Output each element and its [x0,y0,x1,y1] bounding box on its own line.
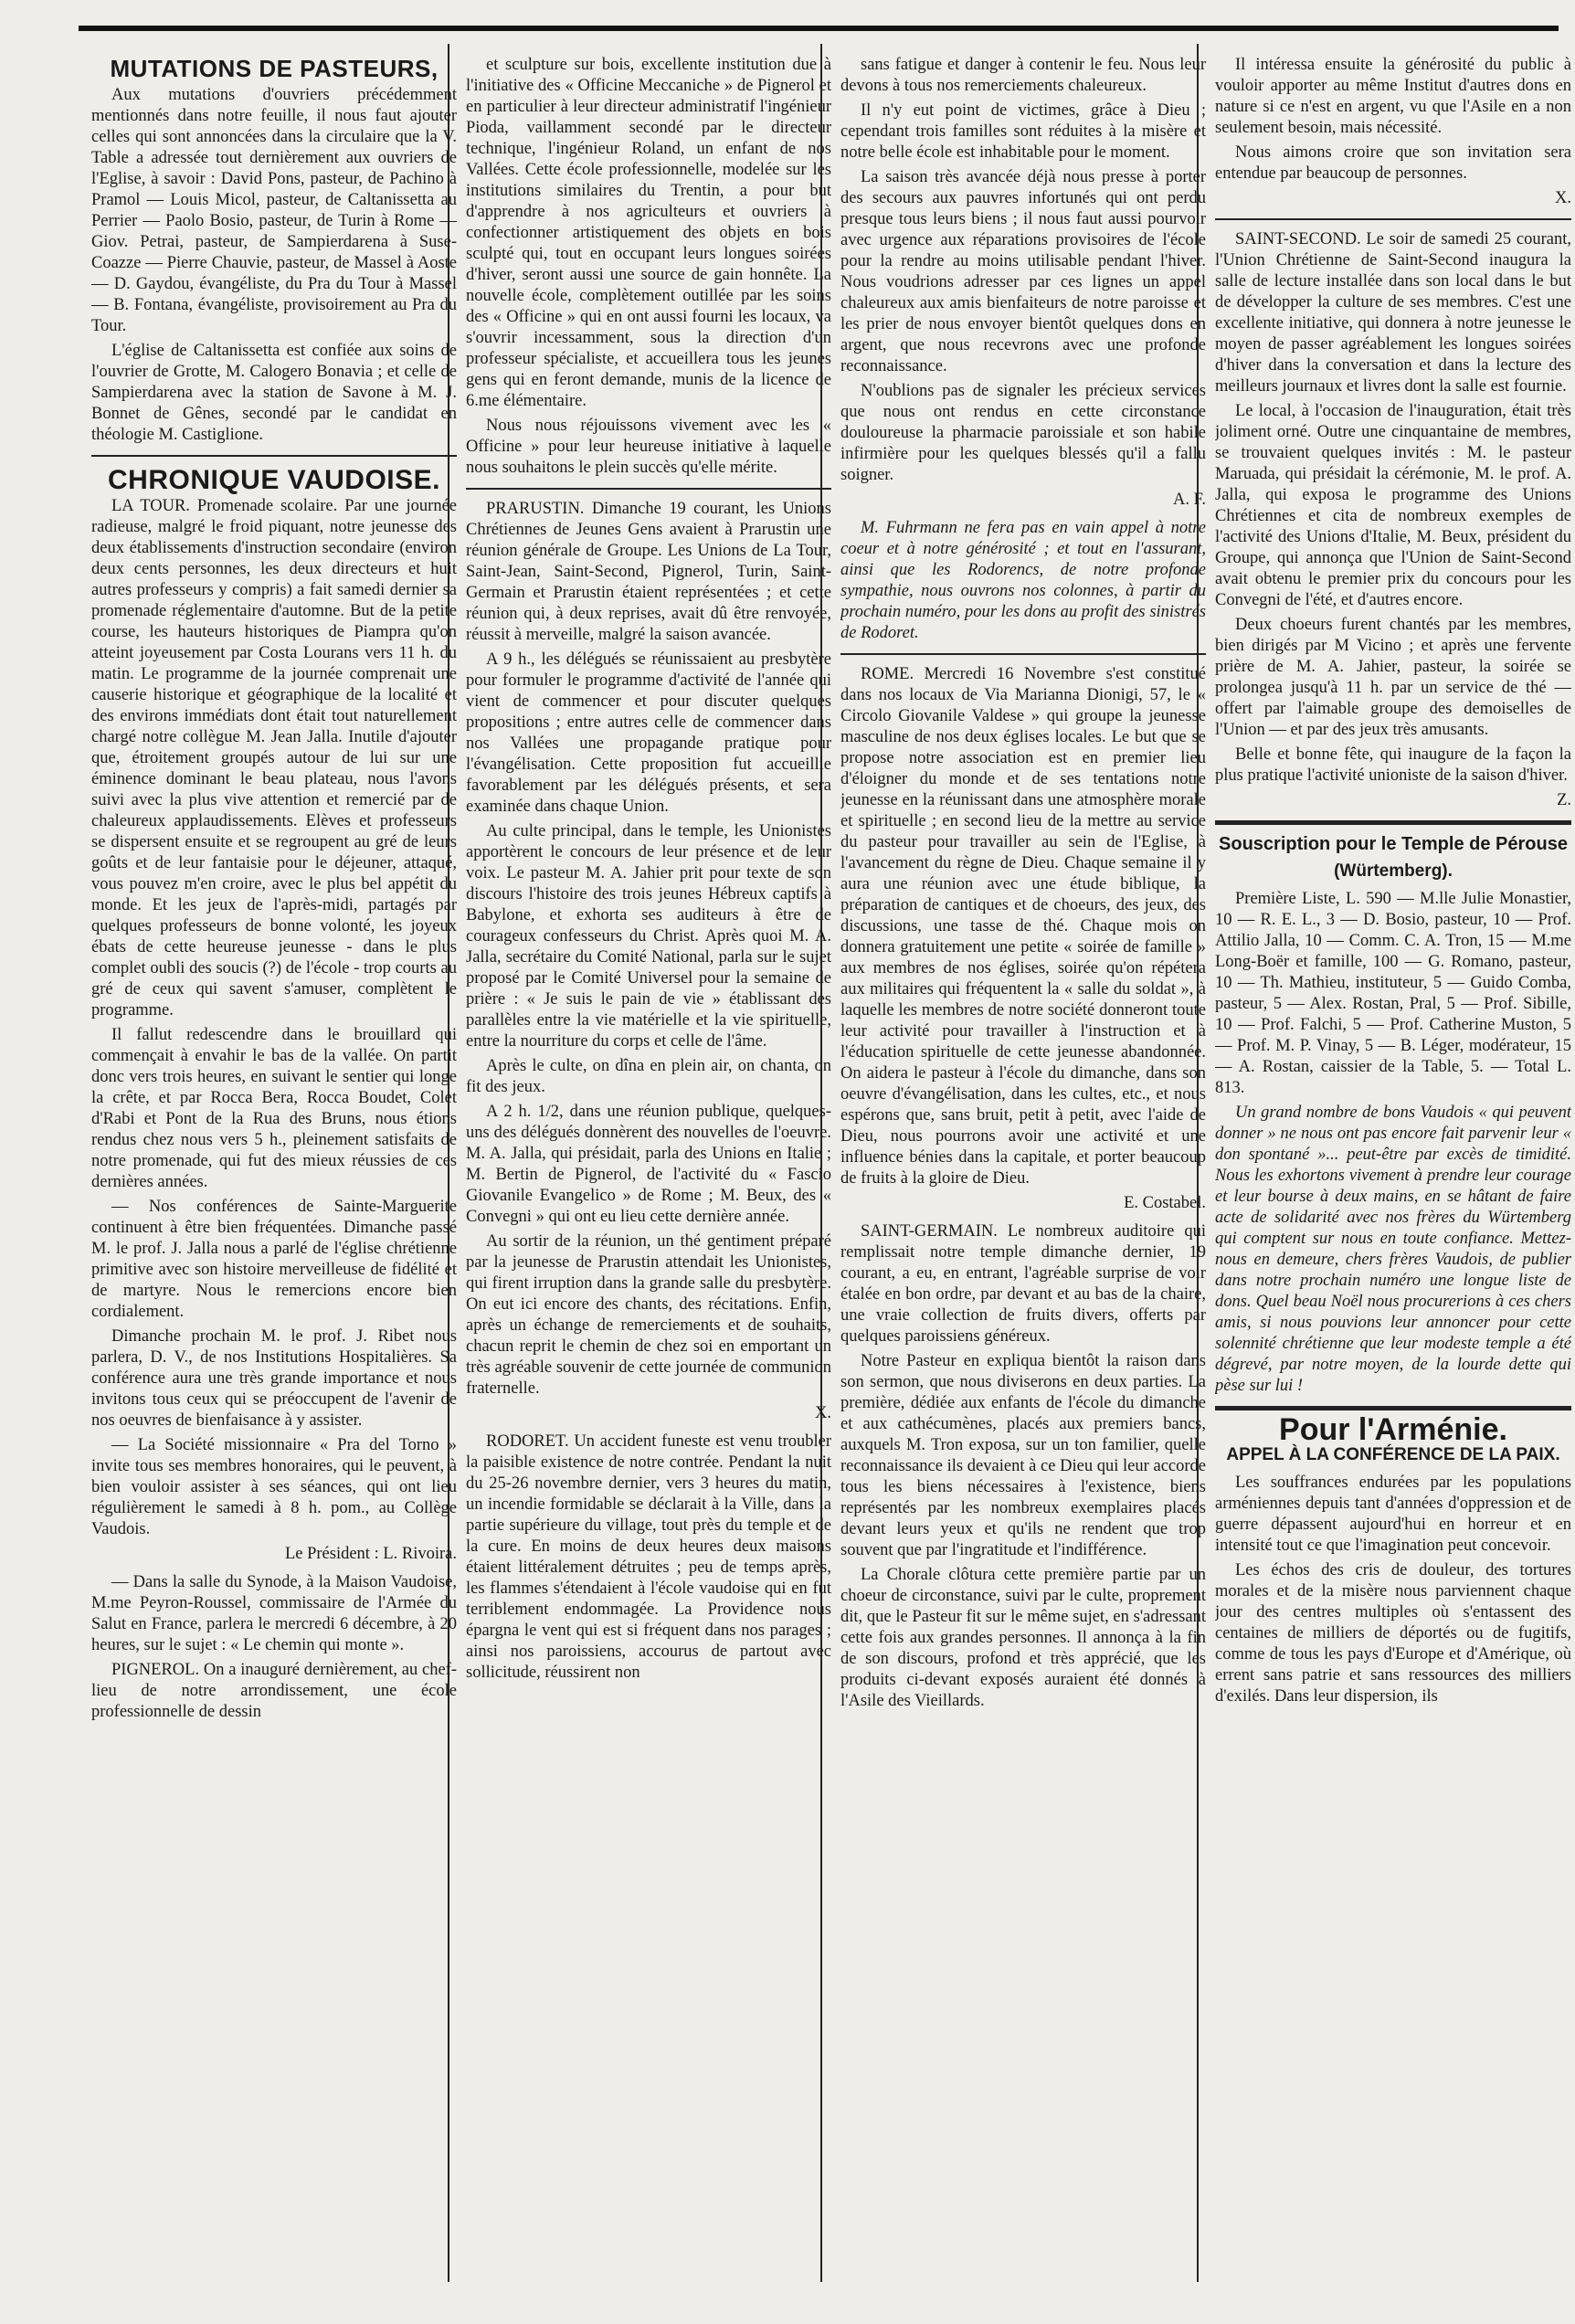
signature: Z. [1557,791,1571,809]
armenie-title: Pour l'Arménie. [1279,1412,1507,1447]
article-paragraph: La saison très avancée déjà nous presse à porter des secours aux pauvres infortunés qui ont perdu presque tous leurs biens ; il nous faut aussi pourvoir avec urgence aux réparations provisoires de l'école pour la rendre au moins utilisable pendant l'hiver. Nous voudrions adresser par ces lignes un appel chaleureux aux amis bienfaiteurs de notre paroisse et les prier de nous envoyer bientôt quelques dons en argent, que nous recevrons avec une profonde reconnaissance. [840,168,1206,375]
article-paragraph: — Nos conférences de Sainte-Marguerite continuent à être bien fréquentées. Dimanche passé M. le prof. J. Jalla nous a parlé de l'église chrétienne primitive avec son histoire merveilleuse de fidélité et de martyre. Nous le remercions encore bien cordialement. [91,1198,457,1321]
section-divider [840,653,1206,655]
article-paragraph: Dimanche prochain M. le prof. J. Ribet nous parlera, D. V., de nos Institutions Hospitalières. Sa conférence aura une très grande importance et nous invitons tous ceux qui se préoccupent de l'avenir de nos oeuvres de bienfaisance à y assister. [91,1327,457,1430]
article-paragraph: Nous nous réjouissons vivement avec les « Officine » pour leur heureuse initiative à laquelle nous souhaitons le plein succès qu'elle mérite. [466,417,831,477]
article-paragraph: — Dans la salle du Synode, à la Maison Vaudoise, M.me Peyron-Roussel, commissaire de l'Armée du Salut en France, parlera le mercredi 6 décembre, à 20 heures, sur le sujet : « Le chemin qui monte ». [91,1573,457,1654]
article-paragraph: Nous aimons croire que son invitation sera entendue par beaucoup de personnes. [1215,143,1571,183]
section-divider [466,488,831,490]
signature: X. [815,1404,831,1422]
chronique-title: CHRONIQUE VAUDOISE. [108,465,440,495]
article-paragraph: et sculpture sur bois, excellente institution due à l'initiative des « Officine Meccaniche » de Pignerol et en particulier à leur directeur administratif l'ingénieur Pioda, vaillamment secondé par le directeur technique, l'ingénieur Roland, un enfant de nos Vallées. Cette école professionnelle, modelée sur les institutions similaires du Trentin, a pour but d'apprendre à nos agriculteurs et ouvriers à confectionner artistiquement des objets en bois sculpté qui, tout en occupant leurs longues soirées d'hiver, seront aussi une source de gain honnête. La nouvelle école, complètement outillée par les soins des « Officine » qui en ont aussi fourni les locaux, va s'ouvrir incessamment, sous la direction d'un professeur spécialiste, et accueillera tous les jeunes gens qui en feront demande, munis de la licence de 6.me élémentaire. [466,56,831,410]
section-divider [1215,218,1571,220]
article-paragraph: LA TOUR. Promenade scolaire. Par une journée radieuse, malgré le froid piquant, notre jeunesse des deux établissements d'instruction secondaire (environ deux cents personnes, les deux directeurs et huit autres professeurs y compris) a fait samedi dernier sa promenade réglementaire d'automne. But de la petite course, les hauteurs historiques de Piampra qu'on atteint joyeusement par Costa Lourans vers 11 h. du matin. Le programme de la journée comprenait une causerie historique et géographique de la localité et des environs immédiats dont était tout naturellement chargé notre collègue M. Jean Jalla. Inutile d'ajouter que, étroitement groupés autour de lui sur une éminence dominant le beau plateau, nous l'avons suivi avec la plus vive attention et remercié par de chaleureux applaudissements. Elèves et professeurs se dispersent ensuite et se regroupent au gré de leurs goûts et de leur fantaisie pour le déjeuner, attaqué, vous pouvez m'en croire, avec le plus bel appétit du monde. Et les jeux de l'après-midi, partagés par quelques professeurs de bonne volonté, les joyeux ébats de cette heureuse jeunesse - dans le plus complet oubli des soucis (?) de l'école - trop courts au gré de ceux qui savent s'amuser, complètent le programme. [91,497,457,1019]
article-paragraph: Le local, à l'occasion de l'inauguration, était très joliment orné. Outre une cinquantaine de membres, se trouvaient quelques invités : M. le pasteur Maruada, qui présidait la cérémonie, M. le prof. A. Jalla, qui exposa le programme des Unions Chrétiennes et cita de nombreux exemples de l'activité des Unions d'Italie, M. Beux, président du Groupe, qui annonça que l'Union de Saint-Second avait obtenu le premier prix du concours pour les Convegni de l'été, et d'autres encore. [1215,402,1571,609]
column-2 [466,55,831,2284]
souscription-title: Souscription pour le Temple de Pérouse [1219,834,1568,854]
article-paragraph: A 9 h., les délégués se réunissaient au presbytère pour formuler le programme d'activité de l'année qui vient de commencer et pour discuter quelques propositions ; entre autres celle de commencer dans nos Vallées une propagande pratique pour l'évangélisation. Cette proposition fut accueillie favorablement par les délégués présents, et sera examinée dans chaque Union. [466,650,831,816]
donation-list: Première Liste, L. 590 — M.lle Julie Monastier, 10 — R. E. L., 3 — D. Bosio, pasteur, 10 — Prof. Attilio Jalla, 10 — Comm. C. A. Tron, 15 — M.me Long-Boër et famille, 100 — G. Romano, pasteur, 10 — Th. Mathieu, instituteur, 5 — Guido Comba, pasteur, 5 — Alex. Rostan, Pral, 5 — Prof. Sibille, 10 — Prof. Falchi, 5 — Prof. Catherine Muston, 5 — Prof. M. P. Vinay, 5 — B. Léger, modérateur, 15 — A. Rostan, caissier de la Table, 5. — Total L. 813. [1215,890,1571,1097]
article-paragraph: Deux choeurs furent chantés par les membres, bien dirigés par M Vicino ; et après une fervente prière de M. A. Jahier, pasteur, la soirée se prolongea jusqu'à 11 h. par un service de thé — offert par l'aimable groupe des demoiselles de l'Union — et par des jeux très amusants. [1215,616,1571,739]
article-paragraph: ROME. Mercredi 16 Novembre s'est constitué dans nos locaux de Via Marianna Dionigi, 57, le « Circolo Giovanile Valdese » qui groupe la jeunesse masculine de nos deux églises locales. Le but que se propose notre association est en premier lieu d'éloigner du monde et de ses tentations notre jeunesse en la réunissant dans une atmosphère morale et spirituelle ; en second lieu de la mettre au service du pasteur pour travailler au sein de l'Eglise, à l'avancement du règne de Dieu. Chaque semaine il y aura une réunion avec une étude biblique, la préparation de cantiques et de choeurs, des jeux, des discussions, une tasse de thé. Chaque mois on donnera gratuitement une petite « soirée de famille » aux membres de nos églises, soirée qu'on répétera aux militaires qui fréquentent la « salle du soldat », à laquelle les membres de notre société donneront toute leur activité pour travailler à l'instruction et à l'éducation spirituelle de cette jeunesse abandonnée. On aidera le pasteur à l'école du dimanche, dans son oeuvre d'évangélisation, dans les cultes, etc., et nous espérons que, sans bruit, petit à petit, avec l'aide de Dieu, nous pourrons avoir une activité et une influence bénies dans la capitale, et porter beaucoup de fruits à la gloire de Dieu. [840,665,1206,1188]
column-1 [91,55,457,2284]
mutations-title: MUTATIONS DE PASTEURS, [110,55,439,82]
article-paragraph: Il fallut redescendre dans le brouillard qui commençait à envahir le bas de la vallée. On partit donc vers trois heures, en suivant le sentier qui longe la crête, et par Rocca Bera, Rocca Boudet, Colet d'Rabi et Pont de la Rua des Bruns, nous étions rendus chez nous vers 5 h., pleinement satisfaits de notre promenade, qui fut des mieux réussies de ces dernières années. [91,1026,457,1191]
article-paragraph: SAINT-SECOND. Le soir de samedi 25 courant, l'Union Chrétienne de Saint-Second inaugura la salle de lecture installée dans son local dans le but de développer la culture de ses membres. C'est une excellente initiative, qui donnera à notre jeunesse le moyen de passer agréablement les longues soirées d'hiver dans la conversation et dans la lecture des meilleurs journaux et livres dont la salle est fournie. [1215,230,1571,396]
article-paragraph: Aux mutations d'ouvriers précédemment mentionnés dans notre feuille, il nous faut ajouter celles qui sont annoncées dans la circulaire que la V. Table a adressée tout dernièrement aux ouvriers de l'Eglise, à savoir : David Pons, pasteur, de Pachino à Pramol — Louis Micol, pasteur, de Caltanissetta au Perrier — Paolo Bosio, pasteur, de Turin à Rome — Giov. Petrai, pasteur, de Sampierdarena à Suse-Coazze — Pierre Chauvie, pasteur, de Massel à Aoste — D. Gaydou, évangéliste, du Pra du Tour à Massel — B. Fontana, évangéliste, provisoirement au Pra du Tour. [91,86,457,335]
section-divider [1215,1406,1571,1410]
article-paragraph: Il intéressa ensuite la générosité du public à vouloir apporter au même Institut d'autres dons en nature si ce n'est en argent, vu que l'Asile en a non seulement besoin, mais nécessité. [1215,56,1571,137]
top-rule [79,26,1559,31]
section-divider [1215,820,1571,825]
article-paragraph: — La Société missionnaire « Pra del Torno » invite tous ses membres honoraires, qui le peuvent, à bien vouloir assister à ses séances, qui ont lieu régulièrement le samedi à 8 h. pom., au Collège Vaudois. [91,1436,457,1538]
article-paragraph: Il n'y eut point de victimes, grâce à Dieu ; cependant trois familles sont réduites à la misère et notre belle école est inhabitable pour le moment. [840,101,1206,162]
article-paragraph: L'église de Caltanissetta est confiée aux soins de l'ouvrier de Grotte, M. Calogero Bonavia ; et celle de Sampierdarena avec la station de Savone à M. J. Bonnet de Gênes, secondé par le candidat en théologie M. Castiglione. [91,342,457,444]
article-paragraph: Un grand nombre de bons Vaudois « qui peuvent donner » ne nous ont pas encore fait parvenir leur « don spontané »... peut-être par excès de timidité. Nous les exhortons vivement à prendre leur courage et leur bourse à deux mains, en se hâtant de faire acte de solidarité avec nos frères du Würtemberg qui comptent sur nous en toute confiance. Mettez-nous en demeure, chers frères Vaudois, de publier dans notre prochain numéro une longue liste de dons. Quel beau Noël nous procurerions à ces chers amis, si nous pouvions leur annoncer pour cette solennité chrétienne que leur modeste temple a été dégrevé, par notre moyen, de la lourde dette qui pèse sur lui ! [1215,1104,1571,1395]
souscription-subtitle: (Würtemberg). [1334,861,1453,881]
signature: A. F. [1172,491,1206,509]
article-paragraph: Au sortir de la réunion, un thé gentiment préparé par la jeunesse de Prarustin attendait les Unionistes, qui firent irruption dans la grande salle du presbytère. On eut ici encore des chants, des récitations. Enfin, après un échange de remerciements et de souhaits, chacun reprit le chemin de chez soi en emportant un très agréable souvenir de cette journée de communion fraternelle. [466,1232,831,1398]
column-3 [840,55,1206,2284]
article-paragraph: La Chorale clôtura cette première partie par un choeur de circonstance, suivi par le culte, proprement dit, que le Pasteur fit sur le même sujet, en s'adressant cette fois aux grandes personnes. Il annonça à la fin de son discours, profond et très apprécié, que les produits ci-devant exposés auraient été donnés à l'Asile des Vieillards. [840,1566,1206,1710]
article-paragraph: A 2 h. 1/2, dans une réunion publique, quelques-uns des délégués donnèrent des nouvelles de l'oeuvre. M. A. Jalla, qui présidait, parla des Unions en Italie ; M. Bertin de Pignerol, de l'activité du « Fascio Giovanile Evangelico » de Rome ; M. Beux, des « Convegni » qui ont eu lieu cette dernière année. [466,1103,831,1226]
article-paragraph: sans fatigue et danger à contenir le feu. Nous leur devons à tous nos remerciements chaleureux. [840,56,1206,95]
article-paragraph: PIGNEROL. On a inauguré dernièrement, au chef-lieu de notre arrondissement, une école professionnelle de dessin [91,1661,457,1721]
armenie-subtitle: APPEL À LA CONFÉRENCE DE LA PAIX. [1226,1445,1560,1464]
article-paragraph: Au culte principal, dans le temple, les Unionistes apportèrent le concours de leur présence et de leur voix. Le pasteur M. A. Jahier prit pour texte de son discours l'histoire des trois jeunes Hébreux captifs à Babylone, et exhorta ses auditeurs à être de courageux confesseurs du Christ. Après quoi M. A. Jalla, secrétaire du Comité National, parla sur le sujet proposé par le Comité Universel pour la semaine de prière : « Je suis le pain de vie » établissant des parallèles entre la vie matérielle et la vie spirituelle, entre la nourriture du corps et celle de l'âme. [466,822,831,1051]
article-paragraph: RODORET. Un accident funeste est venu troubler la paisible existence de notre contrée. Pendant la nuit du 25-26 novembre dernier, vers 3 heures du matin, un incendie formidable se déclarait à la Ville, dans la partie supérieure du village, tout près du temple et de la cure. En moins de deux heures deux maisons étaient littéralement détruites ; peu de temps après, les flammes s'étendaient à l'école vaudoise qui en fut terriblement endommagée. La Providence nous épargna le vent qui est si fréquent dans nos parages ; ainsi nos paroissiens, accourus de partout avec sollicitude, réussirent non [466,1432,831,1682]
article-paragraph: Belle et bonne fête, qui inaugure de la façon la plus pratique l'activité unioniste de la saison d'hiver. [1215,745,1571,785]
signature: Le Président : L. Rivoira. [284,1545,457,1563]
article-paragraph: N'oublions pas de signaler les précieux services que nous ont rendus en cette circonstance douloureuse la pharmacie paroissiale et son habile infirmière pour les quelques blessés qu'il a fallu soigner. [840,382,1206,484]
article-paragraph: PRARUSTIN. Dimanche 19 courant, les Unions Chrétiennes de Jeunes Gens avaient à Prarustin une réunion générale de Groupe. Les Unions de La Tour, Saint-Jean, Saint-Second, Pignerol, Turin, Saint-Germain et Prarustin étaient représentées ; et cette réunion qui, à deux reprises, avait dû être renvoyée, réussit à merveille, malgré la saison avancée. [466,500,831,644]
article-paragraph: Les échos des cris de douleur, des tortures morales et de la misère nous parviennent chaque jour des centres multiples où s'entassent des centaines de milliers de déportés ou de fugitifs, comme de tous les pays d'Europe et d'Amérique, où errent sans patrie et sans ressources des milliers d'exilés. Dans leur dispersion, ils [1215,1561,1571,1706]
column-4 [1215,55,1571,2284]
article-paragraph: Après le culte, on dîna en plein air, on chanta, on fit des jeux. [466,1057,831,1096]
article-paragraph: Les souffrances endurées par les populations arméniennes depuis tant d'années d'oppression et de guerre dépassent aujourd'hui en horreur et en intensité tout ce que l'imagination peut concevoir. [1215,1474,1571,1555]
signature: X. [1555,189,1571,207]
article-paragraph: SAINT-GERMAIN. Le nombreux auditoire qui remplissait notre temple dimanche dernier, 19 courant, a eu, en entrant, l'agréable surprise de voir étalée en bon ordre, par devant et au bas de la chaire, une vraie collection de fruits divers, offerts par quelques paroissiens généreux. [840,1222,1206,1346]
article-paragraph: Notre Pasteur en expliqua bientôt la raison dans son sermon, que nous diviserons en deux parties. La première, dédiée aux enfants de l'école du dimanche et aux cathécumènes, placés aux premiers bancs, auxquels M. Tron exposa, sur un ton familier, quelle reconnaissance ils devaient à ce Dieu qui leur accorde tous les biens nécessaires à l'existence, biens représentés par les nombreux exemplaires placés devant leurs yeux et qu'ils ne rendent que trop souvent que par l'ingratitude et l'indifférence. [840,1352,1206,1559]
editor-note: M. Fuhrmann ne fera pas en vain appel à notre coeur et à notre générosité ; et tout en l'assurant, ainsi que les Rodorencs, de notre profonde sympathie, nous ouvrons nos colonnes, à partir du prochain numéro, pour les dons au profit des sinistrés de Rodoret. [840,519,1206,642]
section-divider [91,455,457,457]
signature: E. Costabel. [1124,1194,1206,1212]
